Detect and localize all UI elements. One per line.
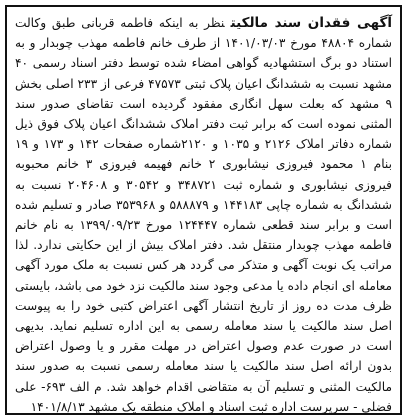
notice-body: نظر به اینکه فاطمه قربانی طبق وکالت شماره ۴۸۸۰۴ مورخ ۱۴۰۱/۰۳/۰۳ از طرف خانم فاطمه مهذب چوبدار و به استناد دو برگ استشهادیه گواهی امضاء شده توسط دفتر اسناد رسمی ۴۰ مشهد نسبت به ششدانگ اعیان پلاک ثبتی ۴۷۵۷۳ فرعی از ۲۳۳ اصلی بخش ۹ مشهد که بعلت سهل انگاری مفقود گردیده است تقاضای صدور سند المثنی نموده است که برابر ثبت دفتر املاک ششدانگ اعیان پلاک فوق ذیل شماره دفاتر املاک ۲۱۲۶ و ۱۰۳۵ و ۲۱۲۰شماره صفحات ۱۴۲ و ۱۷۳ و ۱۹ بنام ۱ محمود فیروزی نیشابوری ۲ خانم فهیمه فیروزی ۳ خانم محبوبه فیروزی نیشابوری و شماره ثبت ۳۴۸۷۲۱ و ۳۰۵۴۲ و ۲۰۴۶۰۸ نسبت به ششدانگ به شماره چاپی ۱۴۴۱۸۳ و ۵۸۸۸۷۹ و ۳۵۳۹۶۸ صادر و تسلیم شده است و برابر سند قطعی شماره ۱۲۴۴۴۷ مورخ ۱۳۹۹/۰۹/۲۳ به نام خانم فاطمه مهذب چوبدار منتقل شد. دفتر املاک بیش از این حکایتی ندارد. لذا مراتب یک نوبت آگهی و متذکر می گردد هر کس نسبت به ملک مورد آگهی معامله ای انجام داده یا مدعی وجود سند مالکیت نزد خود می باشد، بایستی ظرف مدت ده روز از تاریخ انتشار آگهی اعتراض کتبی خود را به پیوست اصل سند مالکیت یا سند معامله رسمی به این اداره تسلیم نماید. بدیهی است در صورت عدم وصول اعتراض در مهلت مقرر و یا وصول اعتراض بدون ارائه اصل سند مالکیت یا سند معامله رسمی نسبت به صدور سند مالکیت المثنی و تسلیم آن به متقاضی اقدام خواهد شد. م الف ۶۹۳- علی فضلی - سرپرست اداره ثبت اسناد و املاک منطقه یک مشهد ۱۴۰۱/۸/۱۳: [15, 16, 393, 414]
notice-title: آگهی فقدان سند مالکیت: [230, 15, 392, 31]
legal-notice: [5, 5, 402, 415]
notice-paragraph: [15, 13, 392, 415]
